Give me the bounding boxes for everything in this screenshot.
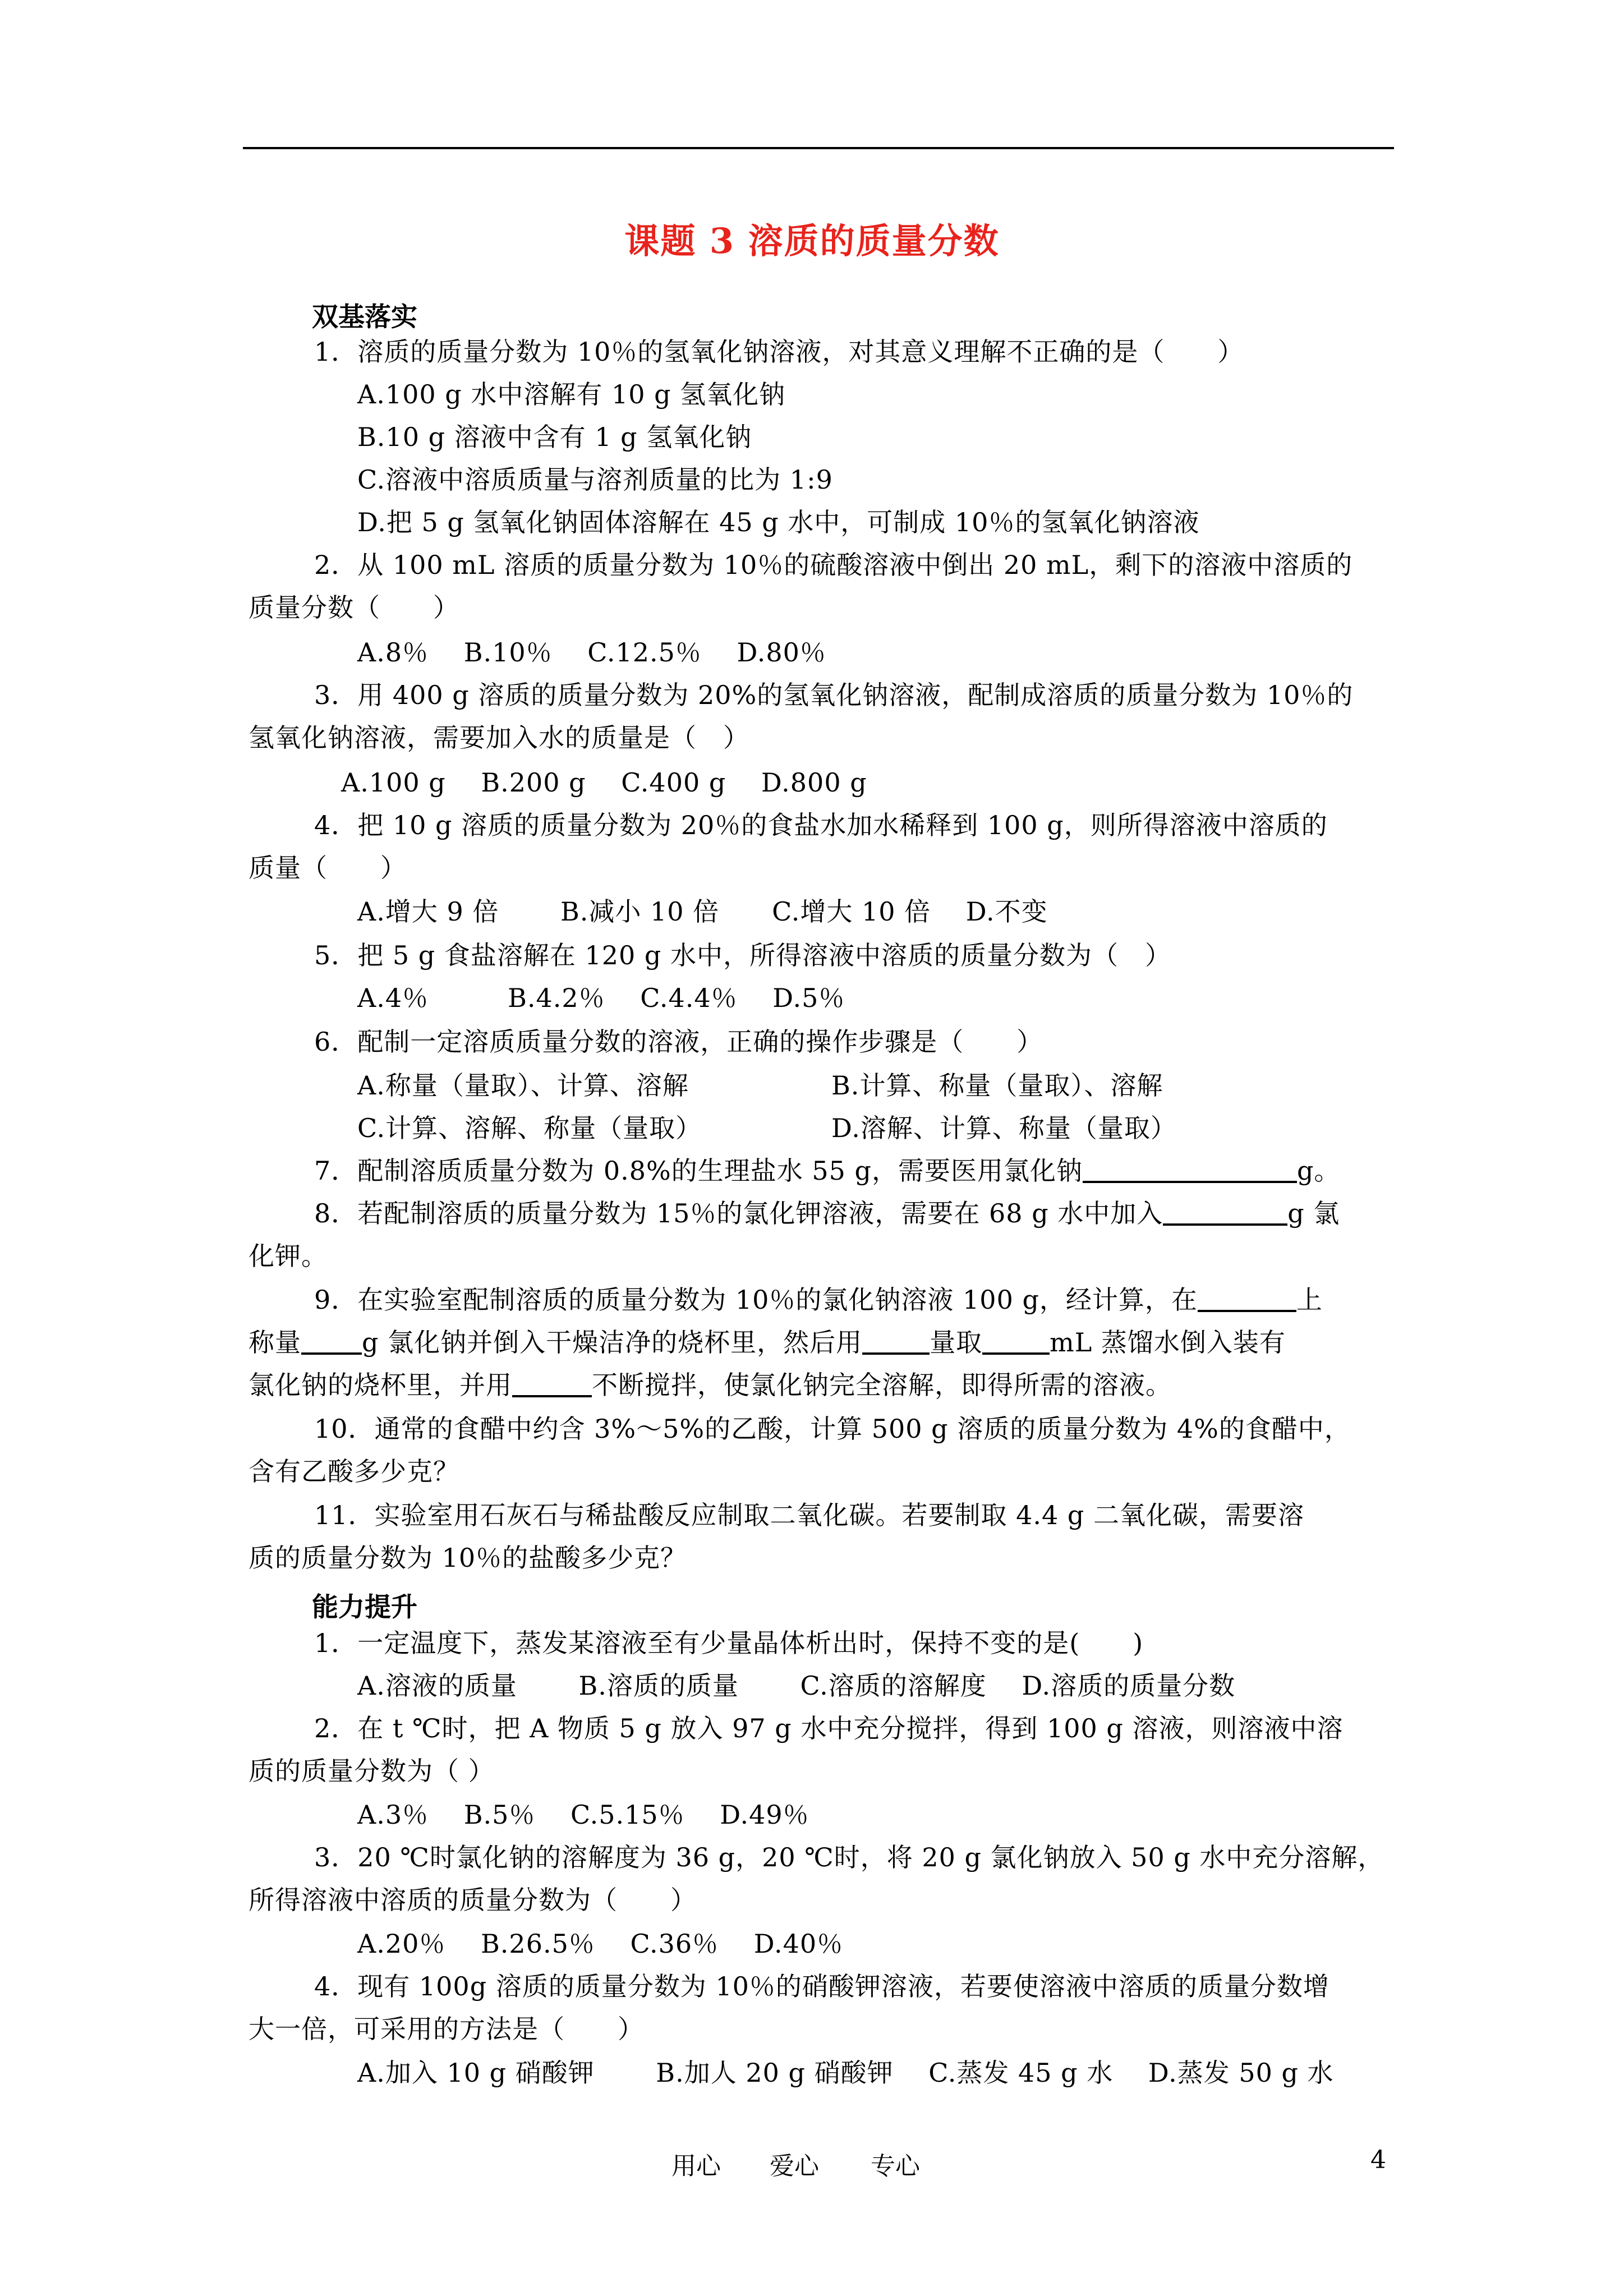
section-heading-advanced: 能力提升 bbox=[312, 1592, 417, 1623]
question-9-text-h: 不断搅拌，使氯化钠完全溶解，即得所需的溶液。 bbox=[592, 1370, 1172, 1400]
question-9-text-f: mL 蒸馏水倒入装有 bbox=[1050, 1327, 1286, 1358]
advanced-question-1-options: A.溶液的质量 B.溶质的质量 C.溶质的溶解度 D.溶质的质量分数 bbox=[357, 1671, 1236, 1701]
question-1: 1．溶质的质量分数为 10％的氢氧化钠溶液，对其意义理解不正确的是（ ） bbox=[314, 337, 1244, 367]
question-3-options: A.100 g B.200 g C.400 g D.800 g bbox=[341, 767, 867, 798]
question-1-option-a: A.100 g 水中溶解有 10 g 氢氧化钠 bbox=[357, 379, 786, 409]
question-10: 10．通常的食醋中约含 3%～5%的乙酸，计算 500 g 溶质的质量分数为 4%的食醋中， bbox=[314, 1414, 1351, 1444]
question-9-line-2 bbox=[249, 1327, 1286, 1358]
question-8 bbox=[314, 1200, 1340, 1226]
question-6-option-b: B.计算、称量（量取）、溶解 bbox=[831, 1070, 1163, 1101]
footer-motto-3: 专心 bbox=[871, 2152, 920, 2180]
advanced-question-1: 1．一定温度下，蒸发某溶液至有少量晶体析出时，保持不变的是( ) bbox=[314, 1628, 1144, 1658]
question-4-continued: 质量（ ） bbox=[249, 853, 407, 883]
advanced-question-2: 2．在 t ℃时，把 A 物质 5 g 放入 97 g 水中充分搅拌，得到 100 g 溶液，则溶液中溶 bbox=[314, 1713, 1344, 1743]
question-5-options: A.4％ B.4.2％ C.4.4％ D.5％ bbox=[357, 983, 845, 1013]
question-9-text-g: 氯化钠的烧杯里，并用 bbox=[249, 1370, 512, 1400]
question-7-text: 7．配制溶质质量分数为 0.8%的生理盐水 55 g，需要医用氯化钠 bbox=[314, 1156, 1083, 1186]
question-3-continued: 氢氧化钠溶液，需要加入水的质量是（ ） bbox=[249, 723, 749, 753]
answer-blank bbox=[1083, 1158, 1297, 1183]
question-7 bbox=[314, 1158, 1340, 1184]
question-9-text-b: 上 bbox=[1296, 1285, 1323, 1315]
question-9-line-3 bbox=[249, 1372, 1172, 1398]
advanced-question-2-options: A.3％ B.5％ C.5.15％ D.49％ bbox=[357, 1800, 809, 1830]
question-8-unit: g 氯 bbox=[1287, 1198, 1340, 1228]
question-2-options: A.8％ B.10％ C.12.5％ D.80％ bbox=[357, 637, 826, 668]
advanced-question-4-options: A.加入 10 g 硝酸钾 B.加人 20 g 硝酸钾 C.蒸发 45 g 水 D.蒸发 50 g 水 bbox=[357, 2058, 1334, 2088]
question-10-continued: 含有乙酸多少克？ bbox=[249, 1456, 459, 1487]
question-4: 4．把 10 g 溶质的质量分数为 20％的食盐水加水稀释到 100 g，则所得溶液中溶质的 bbox=[314, 810, 1328, 840]
answer-blank bbox=[1163, 1201, 1287, 1226]
advanced-question-2-continued: 质的质量分数为（ ） bbox=[249, 1756, 495, 1786]
question-9 bbox=[314, 1287, 1323, 1313]
advanced-question-3-options: A.20％ B.26.5％ C.36％ D.40％ bbox=[357, 1929, 844, 1959]
footer-motto-1: 用心 bbox=[671, 2152, 721, 2180]
footer-motto-2: 爱心 bbox=[770, 2152, 819, 2180]
answer-blank bbox=[301, 1330, 362, 1355]
question-1-option-d: D.把 5 g 氢氧化钠固体溶解在 45 g 水中，可制成 10％的氢氧化钠溶液 bbox=[357, 507, 1200, 537]
advanced-question-3-continued: 所得溶液中溶质的质量分数为（ ） bbox=[249, 1885, 697, 1915]
advanced-question-4-continued: 大一倍，可采用的方法是（ ） bbox=[249, 2014, 644, 2044]
answer-blank bbox=[862, 1330, 930, 1355]
question-6: 6．配制一定溶质质量分数的溶液，正确的操作步骤是（ ） bbox=[314, 1027, 1043, 1057]
advanced-question-4: 4．现有 100g 溶质的质量分数为 10％的硝酸钾溶液，若要使溶液中溶质的质量分数增 bbox=[314, 1971, 1329, 2001]
advanced-question-3: 3．20 ℃时氯化钠的溶解度为 36 g，20 ℃时，将 20 g 氯化钠放入 50 g 水中充分溶解， bbox=[314, 1842, 1384, 1872]
header-rule bbox=[243, 147, 1394, 149]
question-9-text-c: 称量 bbox=[249, 1327, 301, 1358]
question-1-option-b: B.10 g 溶液中含有 1 g 氢氧化钠 bbox=[357, 422, 752, 452]
page-number: 4 bbox=[1370, 2146, 1386, 2174]
question-6-option-c: C.计算、溶解、称量（量取） bbox=[357, 1113, 702, 1143]
question-2-continued: 质量分数（ ） bbox=[249, 592, 459, 623]
question-9-text: 9．在实验室配制溶质的质量分数为 10％的氯化钠溶液 100 g，经计算，在 bbox=[314, 1285, 1198, 1315]
page-title: 课题 3 溶质的质量分数 bbox=[624, 220, 1000, 261]
question-7-unit: g。 bbox=[1296, 1156, 1341, 1186]
section-heading-basics: 双基落实 bbox=[312, 302, 417, 333]
answer-blank bbox=[1198, 1287, 1296, 1312]
question-8-continued: 化钾。 bbox=[249, 1241, 328, 1271]
question-2: 2．从 100 mL 溶质的质量分数为 10％的硫酸溶液中倒出 20 mL，剩下的溶液中溶质的 bbox=[314, 550, 1353, 580]
question-9-text-d: g 氯化钠并倒入干燥洁净的烧杯里，然后用 bbox=[362, 1327, 863, 1358]
question-5: 5．把 5 g 食盐溶解在 120 g 水中，所得溶液中溶质的质量分数为（ ） bbox=[314, 940, 1171, 970]
answer-blank bbox=[512, 1373, 592, 1397]
answer-blank bbox=[982, 1330, 1050, 1355]
question-6-option-d: D.溶解、计算、称量（量取） bbox=[831, 1113, 1177, 1143]
question-11: 11．实验室用石灰石与稀盐酸反应制取二氧化碳。若要制取 4.4 g 二氧化碳，需要溶 bbox=[314, 1500, 1305, 1530]
question-3: 3．用 400 g 溶质的质量分数为 20%的氢氧化钠溶液，配制成溶质的质量分数为 10％的 bbox=[314, 680, 1354, 710]
question-6-option-a: A.称量（量取）、计算、溶解 bbox=[357, 1070, 689, 1101]
question-1-option-c: C.溶液中溶质质量与溶剂质量的比为 1:9 bbox=[357, 464, 833, 495]
question-11-continued: 质的质量分数为 10％的盐酸多少克？ bbox=[249, 1543, 687, 1573]
question-9-text-e: 量取 bbox=[930, 1327, 983, 1358]
question-4-options: A.增大 9 倍 B.减小 10 倍 C.增大 10 倍 D.不变 bbox=[357, 896, 1048, 927]
question-8-text: 8．若配制溶质的质量分数为 15％的氯化钾溶液，需要在 68 g 水中加入 bbox=[314, 1198, 1163, 1228]
